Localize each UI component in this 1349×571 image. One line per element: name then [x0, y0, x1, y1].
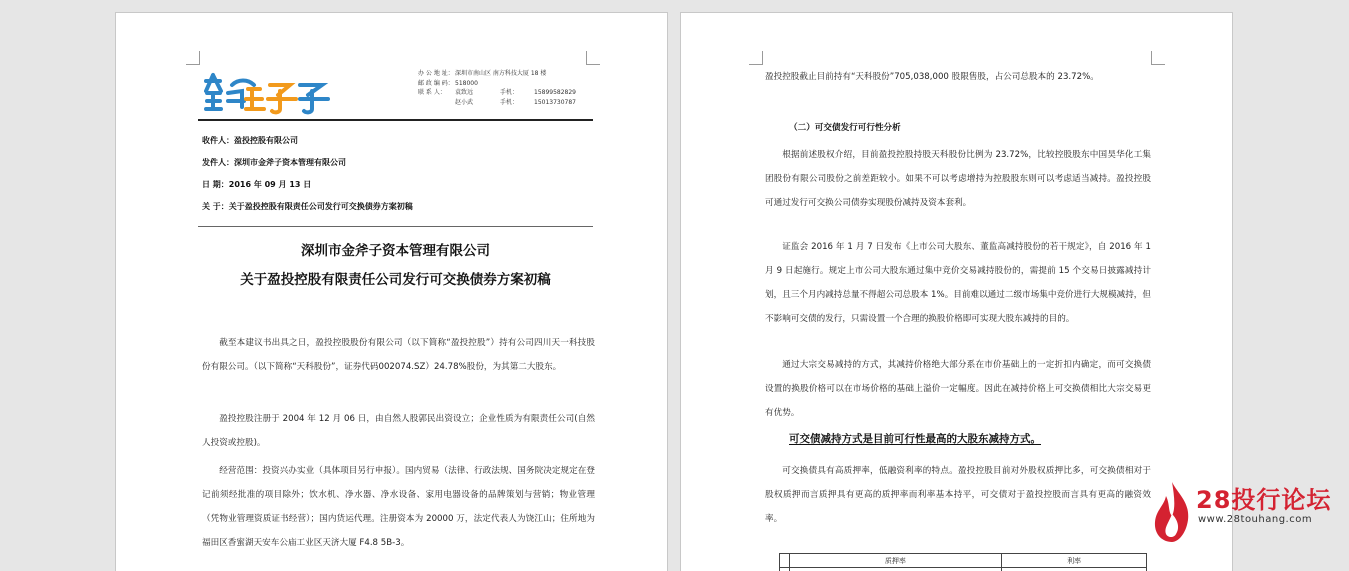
table-row: [780, 568, 1147, 571]
sender-line: 发件人：深圳市金斧子资本管理有限公司: [202, 158, 346, 167]
contact-phone: 15899582829: [534, 89, 576, 97]
date-line: 日 期：2016 年 09 月 13 日: [202, 180, 312, 189]
body-paragraph: 可交换债具有高质押率，低融资利率的特点。盈投控股目前对外股权质押比多，可交换债相对于股权质押而言质押具有更高的质押率而利率基本持平，可交债对于盈投控股而言具有更高的融资效率。: [765, 466, 1151, 524]
crop-mark: [586, 51, 600, 65]
body-paragraph: 根据前述股权介绍，目前盈投控股持股天科股份比例为 23.72%，比较控股股东中国昊华化工集团股份有限公司股份之前差距较小。如果不可以考虑增持为控股股东则可以考虑适当减持。盈投控股可通过发行可交换公司债券实现股份减持及资本套利。: [765, 150, 1151, 208]
header-divider: [198, 119, 593, 121]
table-header-cell: [780, 554, 790, 568]
contact-name: 赵小武: [455, 98, 474, 106]
postcode-value: 518000: [455, 79, 478, 87]
document-page-2: [680, 12, 1233, 571]
crop-mark: [1151, 51, 1165, 65]
crop-mark: [186, 51, 200, 65]
emphasis-heading: 可交债减持方式是目前可行性最高的大股东减持方式。: [789, 433, 1041, 445]
contact-name: 袁致远: [455, 89, 474, 97]
body-paragraph: 通过大宗交易减持的方式，其减持价格绝大部分系在市价基础上的一定折扣内确定，而可交换债设置的换股价格可以在市场价格的基础上溢价一定幅度。因此在减持价格上可交换债相比大宗交易更有优势。: [765, 360, 1151, 418]
body-paragraph: 截至本建议书出具之日，盈投控股股份有限公司（以下简称“盈投控股”）持有公司四川天一科技股份有限公司。（以下简称“天科股份”，证券代码002074.SZ）24.78%股份，为其第二大股东。: [202, 338, 595, 372]
body-paragraph: 盈投控股注册于 2004 年 12 月 06 日，由自然人股郭民出资设立；企业性质为有限责任公司(自然人投资或控股)。: [202, 414, 595, 448]
site-watermark: [1152, 478, 1342, 550]
phone-label: 手机：: [500, 98, 519, 106]
recipient-line: 收件人：盈投控股有限公司: [202, 136, 298, 145]
subject-line: 关 于：关于盈投控股有限责任公司发行可交换债券方案初稿: [202, 202, 413, 211]
body-paragraph: 证监会 2016 年 1 月 7 日发布《上市公司大股东、董监高减持股份的若干规定》，自 2016 年 1 月 9 日起施行。规定上市公司大股东通过集中竞价交易减持股份的，需提前 15 个交易日披露减持计划，且三个月内减持总量不得超公司总股本 1%。目前难以通过二级市场集中竞价进行大规模减持，但不影响可交债的发行，只需设置一个合理的换股价格即可实现大股东减持的目的。: [765, 242, 1151, 324]
watermark-title: 28投行论坛: [1196, 486, 1332, 514]
address-label: 办 公 地 址：: [418, 70, 454, 77]
phone-label: 手机：: [500, 89, 519, 97]
flame-icon: [1152, 480, 1192, 544]
doc-title-line1: 深圳市金斧子资本管理有限公司: [301, 243, 490, 259]
table-header-cell: 质押率: [789, 554, 1001, 568]
comparison-table: [779, 553, 1147, 571]
document-page-1: [115, 12, 668, 571]
contact-phone: 15013730787: [534, 98, 576, 106]
watermark-url: www.28touhang.com: [1198, 514, 1313, 525]
section-heading: （二）可交债发行可行性分析: [789, 123, 901, 133]
contact-block: [418, 69, 576, 107]
body-paragraph: 经营范围：投资兴办实业（具体项目另行申报）。国内贸易（法律、行政法规、国务院决定规定在登记前须经批准的项目除外；饮水机、净水器、净水设备、家用电器设备的品牌策划与营销；物业管理（凭物业管理资质证书经营）；国内货运代理。注册资本为 20000 万，法定代表人为饶江山；住所地为福田区香蜜湖天安车公庙工业区天济大厦 F4.8 5B-3。: [202, 466, 595, 548]
table-header-cell: 利率: [1002, 554, 1147, 568]
crop-mark: [749, 51, 763, 65]
doc-title-line2: 关于盈投控股有限责任公司发行可交换债券方案初稿: [240, 272, 551, 288]
address-value: 深圳市南山区 南方科技大厦 18 楼: [455, 70, 547, 77]
postcode-label: 邮 政 编 码：: [418, 79, 454, 87]
company-logo: [204, 71, 332, 115]
section-divider: [198, 226, 593, 227]
table-header-row: [780, 554, 1147, 568]
body-paragraph: 盈投控股截止目前持有“天科股份”705,038,000 股限售股，占公司总股本的 23.72%。: [765, 72, 1099, 82]
contact-label: 联 系 人：: [418, 89, 446, 97]
